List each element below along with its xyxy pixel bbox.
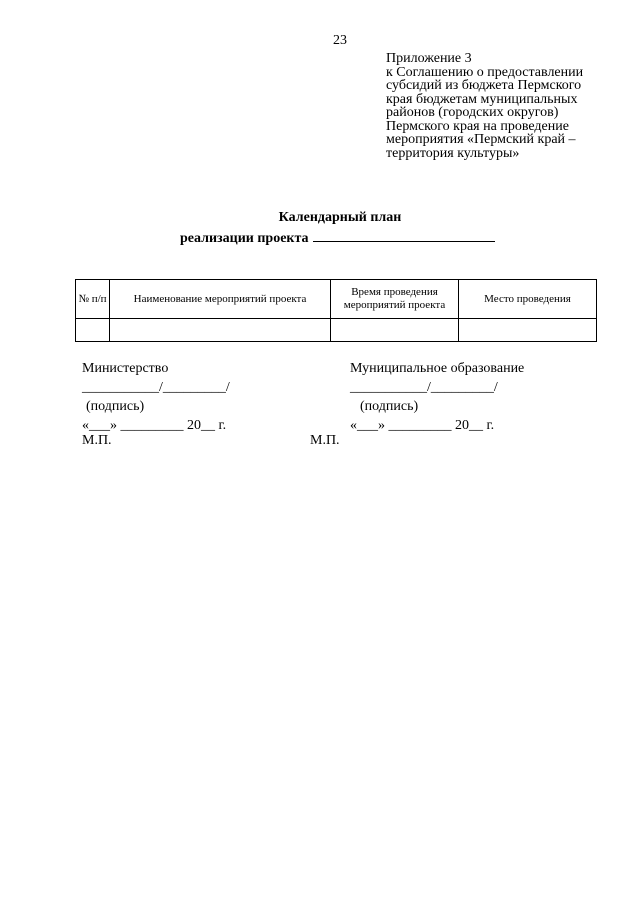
signature-line: ___________/_________/ [350,380,498,395]
header-name: Наименование мероприятий проекта [110,280,331,319]
signature-date-line: «___» _________ 20__ г. [82,418,227,433]
appendix-line: Приложение 3 [386,51,472,66]
table-header-row [76,280,597,319]
header-num: № п/п [76,280,110,319]
table-cell [459,319,597,342]
table-cell [76,319,110,342]
signature-line: ___________/_________/ [82,380,230,395]
signature-date-line: «___» _________ 20__ г. [350,418,495,433]
header-place: Место проведения [459,280,597,319]
table-cell [110,319,331,342]
appendix-line: районов (городских округов) [386,105,559,120]
signature-org: Муниципальное образование [350,361,525,376]
plan-subtitle [180,229,495,247]
signature-block-ministry [82,359,230,435]
stamp-label-ministry: М.П. [82,433,112,448]
appendix-line: территория культуры» [386,145,520,161]
plan-subtitle-text: реализации проекта [180,231,309,246]
appendix-line: субсидий из бюджета Пермского [386,78,582,93]
page-number: 23 [333,33,347,48]
signature-org: Министерство [82,361,169,376]
table-row [76,319,597,342]
signature-caption: (подпись) [86,399,145,414]
table-cell [331,319,459,342]
appendix-line: края бюджетам муниципальных [386,91,578,107]
plan-title: Календарный план [278,210,402,225]
signature-caption: (подпись) [360,399,419,414]
appendix-line: Пермского края на проведение [386,118,569,134]
plan-table [75,279,597,342]
stamp-label-municipality: М.П. [310,433,340,448]
appendix-line: мероприятия «Пермский край – [386,132,576,147]
appendix-block [386,52,616,160]
appendix-line: к Соглашению о предоставлении [386,64,584,80]
project-name-blank [313,229,495,242]
signature-block-municipality [350,359,524,435]
header-time: Время проведения мероприятий проекта [331,280,459,319]
